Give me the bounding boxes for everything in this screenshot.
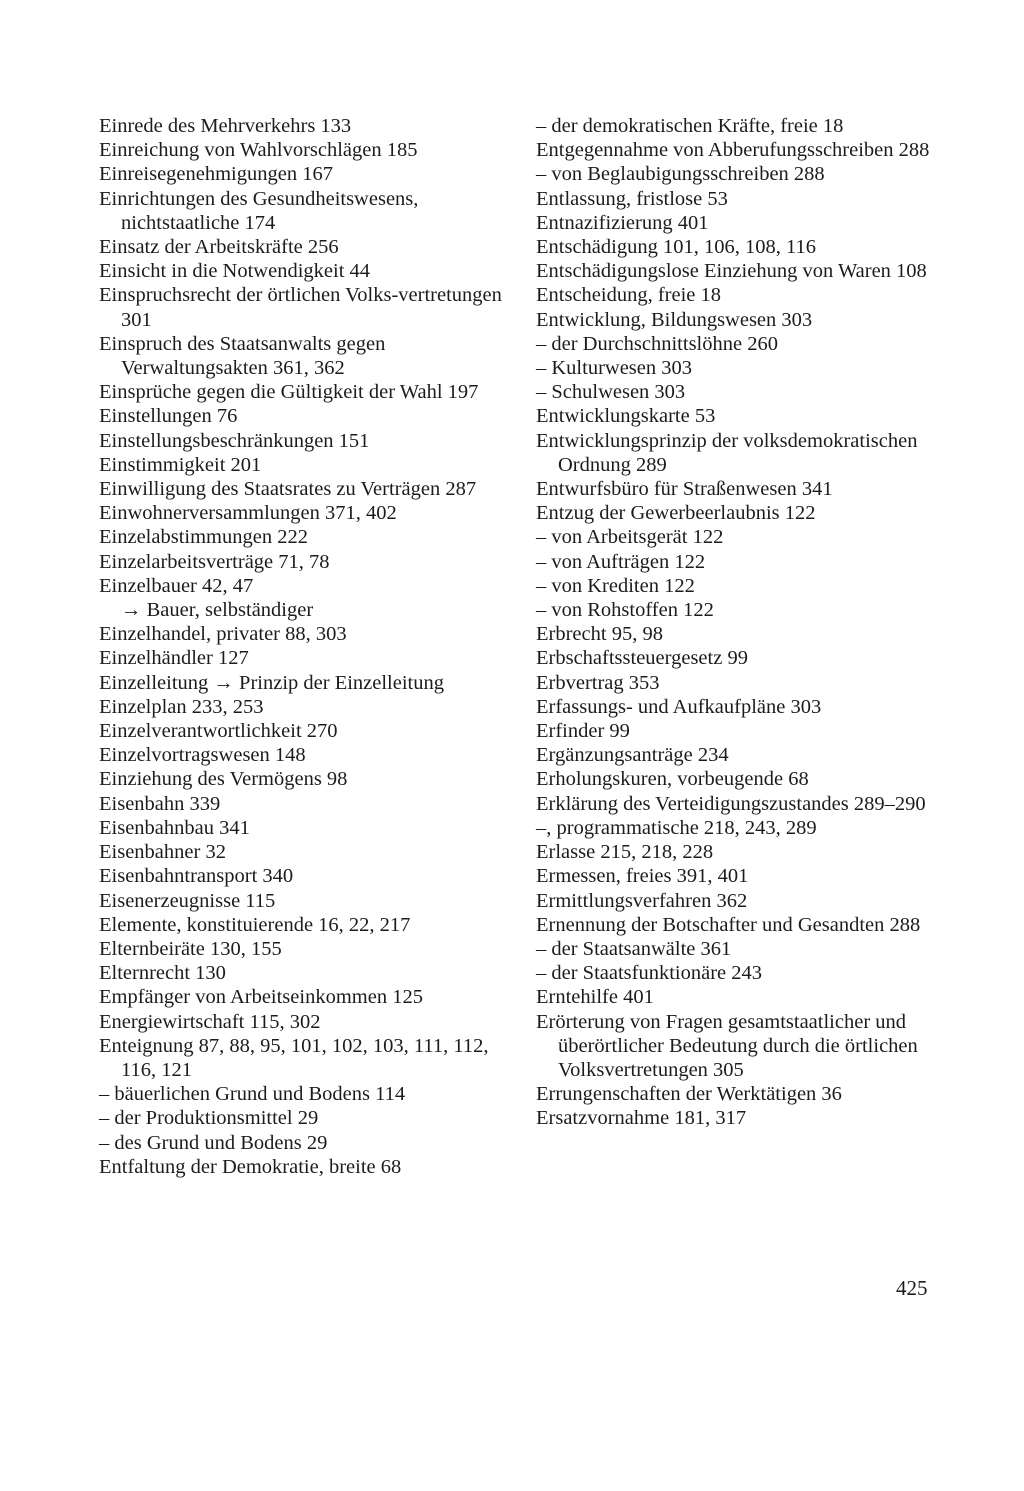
index-entry: Einziehung des Vermögens 98 — [99, 768, 348, 791]
index-entry: Erntehilfe 401 — [536, 986, 654, 1009]
index-subentry: –, programmatische 218, 243, 289 — [536, 816, 817, 839]
index-entry: Empfänger von Arbeitseinkommen 125 — [99, 986, 423, 1009]
index-subentry: – von Krediten 122 — [536, 574, 695, 597]
index-subentry: – Kulturwesen 303 — [536, 357, 693, 380]
index-entry: Einreichung von Wahlvorschlägen 185 — [99, 139, 418, 162]
index-subentry: – des Grund und Bodens 29 — [99, 1131, 328, 1154]
index-entry: Einzelplan 233, 253 — [99, 695, 264, 718]
index-subentry: – der Produktionsmittel 29 — [99, 1107, 319, 1130]
index-entry: Einsprüche gegen die Gültigkeit der Wahl 197 — [99, 381, 479, 404]
index-cross-reference: → Bauer, selbständiger — [121, 599, 314, 622]
index-entry: Erbschaftssteuergesetz 99 — [536, 647, 748, 670]
index-entry: Energiewirtschaft 115, 302 — [99, 1010, 321, 1033]
index-entry: Elternrecht 130 — [99, 962, 226, 985]
index-entry: Entwicklung, Bildungswesen 303 — [536, 308, 813, 331]
index-entry: Elternbeiräte 130, 155 — [99, 937, 282, 960]
index-subentry: – von Rohstoffen 122 — [536, 599, 714, 622]
index-subentry: – der demokratischen Kräfte, freie 18 — [536, 115, 844, 137]
index-subentry: – bäuerlichen Grund und Bodens 114 — [99, 1083, 406, 1106]
index-entry: Eisenbahnbau 341 — [99, 816, 250, 839]
index-entry: Entzug der Gewerbeerlaubnis 122 — [536, 502, 816, 525]
index-entry: Einstimmigkeit 201 — [99, 453, 262, 476]
index-entry: Einspruchsrecht der örtlichen Volks-vertretungen 301 — [99, 284, 502, 331]
index-entry: Einstellungen 76 — [99, 405, 238, 428]
index-entry: Einzelleitung → Prinzip der Einzelleitung — [99, 671, 444, 694]
index-entry: Erholungskuren, vorbeugende 68 — [536, 768, 809, 791]
index-entry: Erbvertrag 353 — [536, 671, 660, 694]
index-entry: Einsatz der Arbeitskräfte 256 — [99, 236, 339, 259]
index-entry: Ersatzvornahme 181, 317 — [536, 1107, 747, 1130]
index-entry: Erfassungs- und Aufkaufpläne 303 — [536, 695, 822, 718]
index-entry: Ergänzungsanträge 234 — [536, 744, 729, 767]
index-subentry: – von Beglaubigungsschreiben 288 — [536, 163, 825, 186]
index-entry: Enteignung 87, 88, 95, 101, 102, 103, 111, 112, 116, 121 — [99, 1034, 489, 1081]
index-entry: Entwicklungsprinzip der volksdemokratischen Ordnung 289 — [536, 429, 918, 476]
index-entry: Einreisegenehmigungen 167 — [99, 163, 333, 186]
index-entry: Erlasse 215, 218, 228 — [536, 841, 714, 864]
index-entry: Einspruch des Staatsanwalts gegen Verwaltungsakten 361, 362 — [99, 332, 386, 380]
index-entry: Eisenbahntransport 340 — [99, 865, 294, 888]
index-entry: Einsicht in die Notwendigkeit 44 — [99, 260, 371, 283]
index-entry: Erörterung von Fragen gesamtstaatlicher und überörtlicher Bedeutung durch die örtlichen Volksvertretungen 305 — [536, 1010, 918, 1081]
index-entry: Erbrecht 95, 98 — [536, 623, 663, 646]
index-column-left — [99, 114, 509, 1179]
index-entry: Entschädigungslose Einziehung von Waren 108 — [536, 260, 927, 283]
index-entry: Einrede des Mehrverkehrs 133 — [99, 115, 352, 137]
index-subentry: – der Durchschnittslöhne 260 — [536, 332, 778, 355]
index-entry: Elemente, konstituierende 16, 22, 217 — [99, 913, 411, 936]
index-entry: Einzelbauer 42, 47 — [99, 574, 254, 597]
index-entry: Entscheidung, freie 18 — [536, 284, 722, 307]
index-entry: Eisenbahn 339 — [99, 792, 221, 815]
index-entry: Entnazifizierung 401 — [536, 211, 709, 234]
index-entry: Ernennung der Botschafter und Gesandten 288 — [536, 913, 921, 936]
index-entry: Erfinder 99 — [536, 720, 630, 743]
index-entry: Entlassung, fristlose 53 — [536, 187, 728, 210]
index-subentry: – von Arbeitsgerät 122 — [536, 526, 724, 549]
index-entry: Einwohnerversammlungen 371, 402 — [99, 502, 397, 525]
index-subentry: – der Staatsfunktionäre 243 — [536, 962, 763, 985]
index-entry: Eisenbahner 32 — [99, 841, 226, 864]
index-subentry: – der Staatsanwälte 361 — [536, 937, 732, 960]
index-entry: Eisenerzeugnisse 115 — [99, 889, 276, 912]
index-entry: Einstellungsbeschränkungen 151 — [99, 429, 370, 452]
index-entry: Einwilligung des Staatsrates zu Verträgen 287 — [99, 478, 477, 501]
index-entry: Entschädigung 101, 106, 108, 116 — [536, 236, 816, 259]
index-entry: Einzelhändler 127 — [99, 647, 249, 670]
index-entry: Entfaltung der Demokratie, breite 68 — [99, 1155, 402, 1178]
index-entry: Einzelverantwortlichkeit 270 — [99, 720, 338, 743]
index-entry: Einzelvortragswesen 148 — [99, 744, 306, 767]
index-subentry: – von Aufträgen 122 — [536, 550, 706, 573]
index-entry: Einzelabstimmungen 222 — [99, 526, 308, 549]
index-entry: Ermittlungsverfahren 362 — [536, 889, 748, 912]
index-entry: Errungenschaften der Werktätigen 36 — [536, 1083, 842, 1106]
index-entry: Ermessen, freies 391, 401 — [536, 865, 749, 888]
index-entry: Entwurfsbüro für Straßenwesen 341 — [536, 478, 833, 501]
index-column-right — [536, 114, 946, 1131]
index-entry: Entgegennahme von Abberufungsschreiben 288 — [536, 139, 930, 162]
index-entry: Einzelarbeitsverträge 71, 78 — [99, 550, 330, 573]
index-entry: Einzelhandel, privater 88, 303 — [99, 623, 347, 646]
index-entry: Einrichtungen des Gesundheitswesens, nichtstaatliche 174 — [99, 187, 419, 234]
page-number: 425 — [896, 1276, 928, 1300]
index-entry: Erklärung des Verteidigungszustandes 289–290 — [536, 792, 926, 815]
index-entry: Entwicklungskarte 53 — [536, 405, 716, 428]
index-subentry: – Schulwesen 303 — [536, 381, 686, 404]
